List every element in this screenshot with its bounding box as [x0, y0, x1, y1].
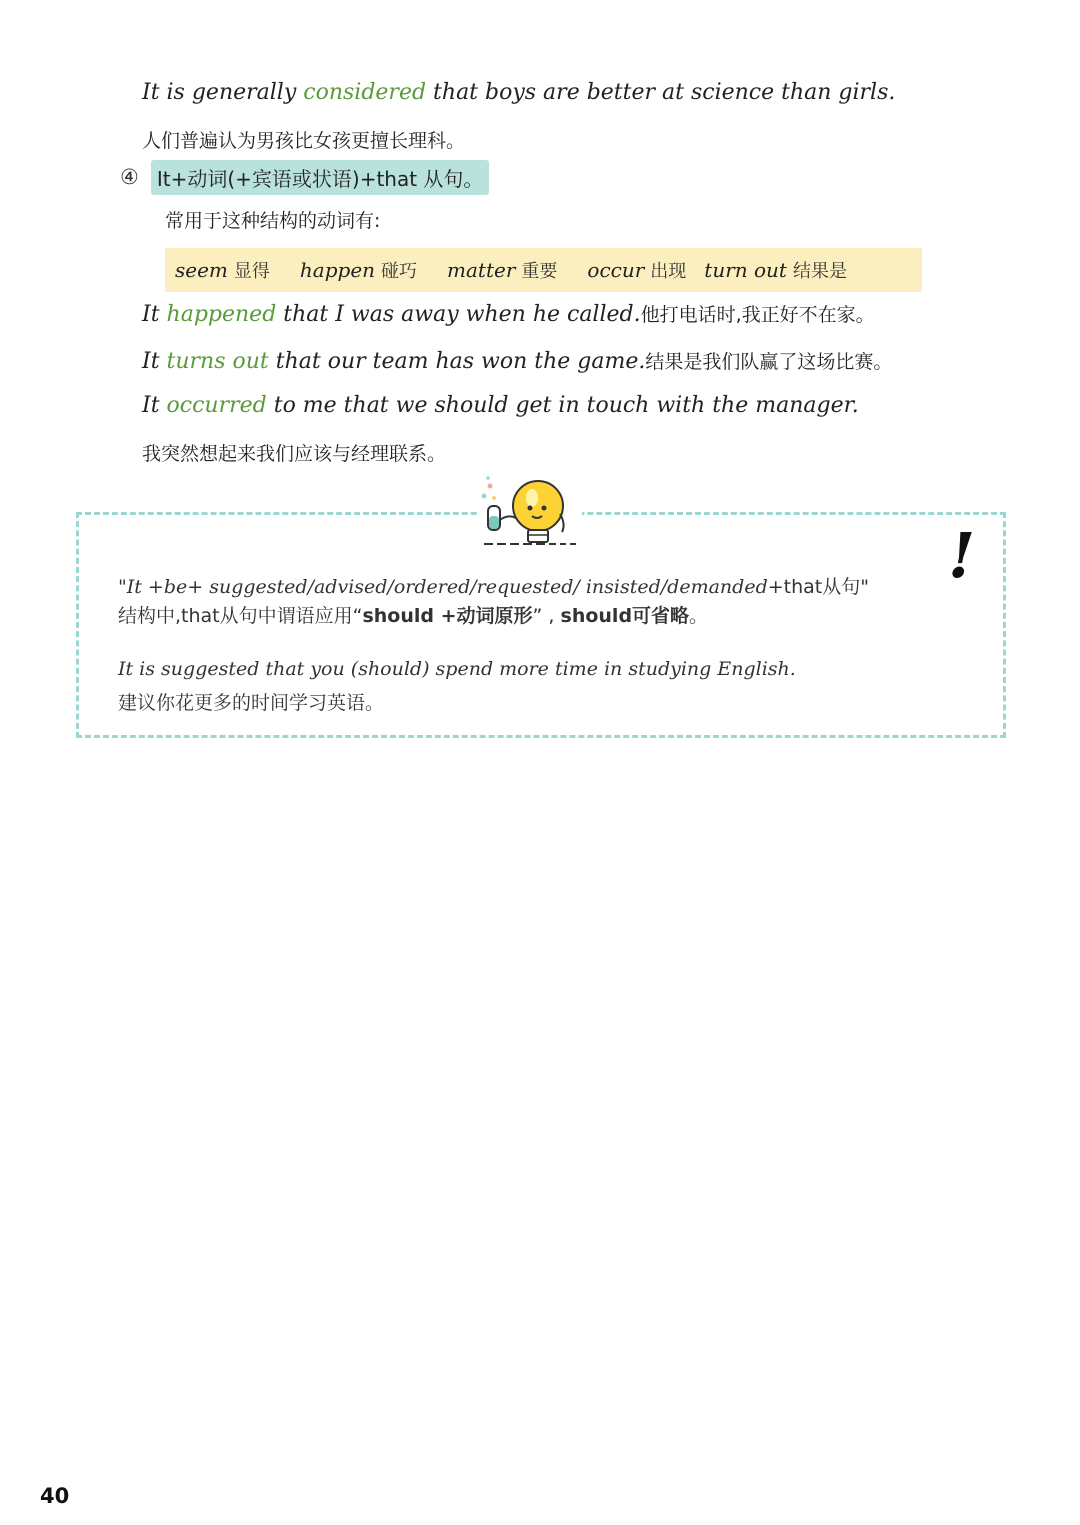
example-1-english	[142, 80, 895, 105]
exclamation-mark: !	[948, 519, 976, 592]
rule-formula: It+动词(+宾语或状语)+that 从句。	[151, 160, 490, 195]
keyword-occurred: occurred	[166, 393, 267, 418]
text: It	[142, 349, 167, 374]
note-verb-list: suggested/advised/ordered/requested/ insisted/demanded	[209, 576, 768, 598]
verb-item-turn-out	[704, 257, 847, 283]
text: It	[142, 393, 167, 418]
text: that I was away when he called.	[276, 302, 641, 327]
note-keyword-suggested: suggested	[161, 658, 260, 680]
example-4-english	[142, 393, 859, 418]
keyword-happened: happened	[166, 302, 277, 327]
verb-english: occur	[587, 258, 645, 282]
verb-english: seem	[175, 258, 228, 282]
note-should-omit: should可省略	[560, 605, 690, 627]
verb-chinese: 出现	[650, 261, 687, 282]
text: It is generally	[142, 80, 304, 105]
rule-number: ④	[120, 165, 139, 189]
verb-chinese: 重要	[521, 261, 558, 282]
text: 结构中,that从句中谓语应用“	[118, 605, 363, 627]
verb-item-occur	[587, 257, 686, 283]
keyword-considered: considered	[303, 80, 427, 105]
text: ” ,	[532, 605, 561, 627]
note-example-chinese: 建议你花更多的时间学习英语。	[118, 692, 385, 714]
text: to me that we should get in touch with the manager.	[266, 393, 859, 418]
note-keyword-should-spend: (should) spend	[350, 658, 494, 680]
example-3-chinese: 结果是我们队赢了这场比赛。	[645, 351, 893, 373]
verb-chinese: 碰巧	[381, 261, 418, 282]
verb-english: matter	[447, 258, 516, 282]
example-4-chinese: 我突然想起来我们应该与经理联系。	[142, 443, 447, 465]
page-number: 40	[40, 1484, 70, 1508]
note-structure-line	[118, 572, 869, 599]
verb-item-happen	[300, 257, 417, 283]
note-rule-line	[118, 601, 708, 628]
rule-heading	[120, 158, 489, 196]
example-2-chinese: 他打电话时,我正好不在家。	[640, 304, 875, 326]
text: It	[142, 302, 167, 327]
example-1-chinese: 人们普遍认为男孩比女孩更擅长理科。	[142, 130, 466, 152]
text: more time in studying English.	[493, 658, 796, 680]
verb-english: happen	[299, 258, 376, 282]
rule-intro: 常用于这种结构的动词有:	[165, 210, 381, 232]
text: It is	[118, 658, 162, 680]
verb-chinese: 结果是	[792, 261, 847, 282]
verb-list-box	[165, 248, 922, 292]
example-3	[142, 347, 892, 374]
text: 。	[689, 605, 709, 627]
verb-chinese: 显得	[233, 261, 270, 282]
text: that boys are better at science than girls.	[426, 80, 896, 105]
note-should-verb: should +动词原形	[362, 605, 533, 627]
text: "It +be+	[118, 576, 210, 598]
verb-english: turn out	[704, 258, 787, 282]
text: that you	[259, 658, 351, 680]
verb-item-matter	[447, 257, 557, 283]
keyword-turns-out: turns out	[166, 349, 269, 374]
text: +that从句"	[767, 576, 869, 598]
verb-item-seem	[175, 257, 270, 283]
note-example-english	[118, 658, 796, 680]
example-2	[142, 300, 875, 327]
lightbulb-mascot-icon	[478, 472, 582, 552]
text: that our team has won the game.	[268, 349, 646, 374]
